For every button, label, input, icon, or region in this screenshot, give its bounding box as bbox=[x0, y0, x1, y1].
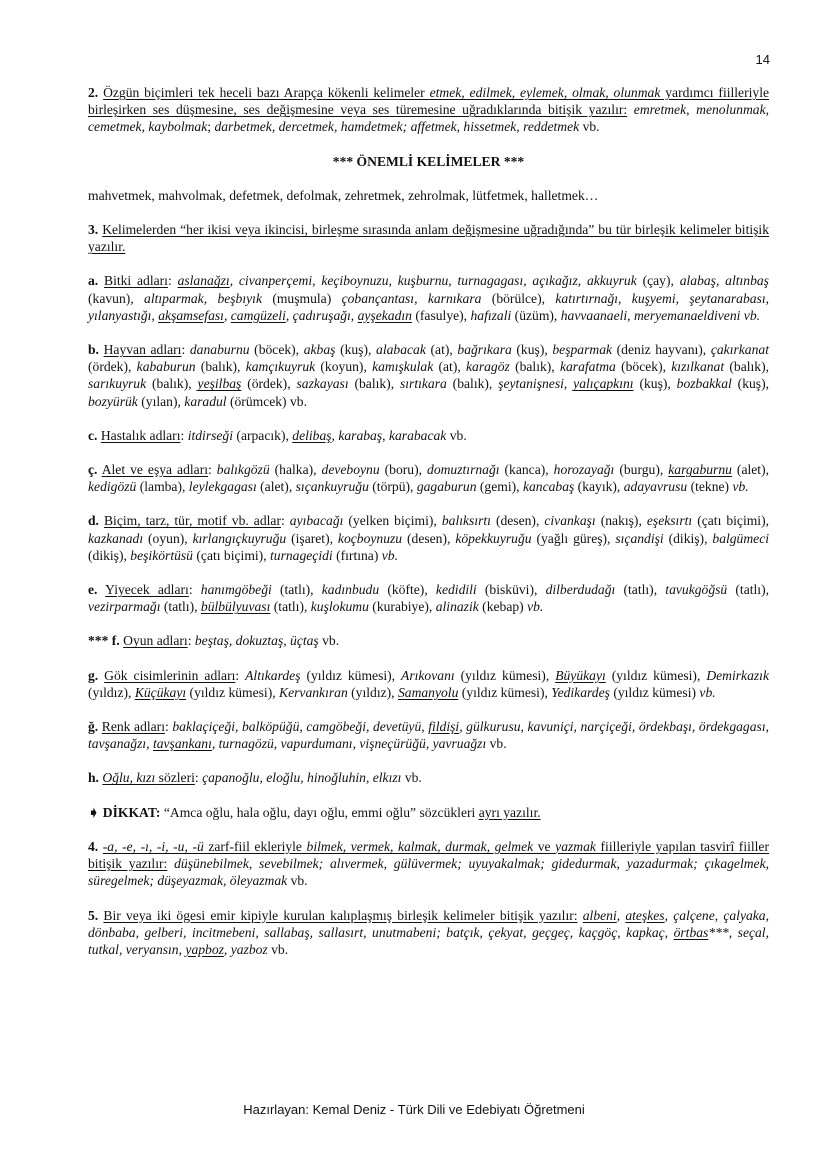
rule-3f: *** f. Oyun adları: beştaş, dokuztaş, üçtaş vb. bbox=[88, 633, 340, 649]
page-number: 14 bbox=[755, 52, 770, 67]
rule-3g-breve: ğ. Renk adları: baklaçiçeği, balköpüğü, camgöbeği, devetüyü, fildişi, gülkurusu, kavuniçi, narçiçeği, ördekbaşı, ördekgagası, tavşanağzı, tavşankanı, turnagözü, vapurdumanı, vişneçürüğü, yavruağzı vb. bbox=[88, 719, 769, 752]
rule-3d: d. Biçim, tarz, tür, motif vb. adlar: ayıbacağı (yelken biçimi), balıksırtı (desen), civankaşı (nakış), eşeksırtı (çatı biçimi), kazkanadı (oyun), kırlangıçkuyruğu (işaret), koçboynuzu (desen), köpekkuyruğu (yağlı güreş), sıçandişi (dikiş), balgümeci (dikiş), beşikörtüsü (çatı biçimi), turnageçidi (fırtına) vb. bbox=[88, 513, 770, 563]
important-words-heading: *** ÖNEMLİ KELİMELER *** bbox=[332, 153, 525, 169]
rule-4: 4. -a, -e, -ı, -i, -u, -ü zarf-fiil ekleriyle bilmek, vermek, kalmak, durmak, gelmek ve yazmak fiilleriyle yapılan tasvirî fiiller bitişik yazılır: düşünebilmek, sevebilmek; alıvermek, gülüvermek; uyuyakalmak; gidedurmak, yazadurmak; çıkagelmek, süregelmek; düşeyazmak, öleyazmak vb. bbox=[88, 838, 770, 889]
footer: Hazırlayan: Kemal Deniz - Türk Dili ve Edebiyatı Öğretmeni bbox=[243, 1102, 585, 1117]
rule-3h: h. Oğlu, kızı sözleri: çapanoğlu, eloğlu, hinoğluhin, elkızı vb. bbox=[88, 770, 422, 786]
rule-5: 5. Bir veya iki ögesi emir kipiyle kurulan kalıplaşmış birleşik kelimeler bitişik yazılır: albeni, ateşkes, çalçene, çalyaka, dönbaba, gelberi, incitmebeni, sallabaş, sallasırt, unutmabeni; batçık, çekyat, geçgeç, kaçgöç, kapkaç, örtbas***, seçal, tutkal, veryansın, yapboz, yazboz vb. bbox=[88, 907, 769, 957]
attention-underlined: ayrı yazılır. bbox=[478, 804, 541, 820]
rule-2: 2. Özgün biçimleri tek heceli bazı Arapça kökenli kelimeler etmek, edilmek, eylemek, olmak, olunmak yardımcı fiilleriyle birleşirken ses düşmesine, ses değişmesine veya ses türemesine uğradıklarında bitişik yazılır: emretmek, menolunmak, cemetmek, kaybolmak; darbetmek, dercetmek, hamdetmek; affetmek, hissetmek, reddetmek vb. bbox=[88, 85, 770, 135]
document-body bbox=[88, 84, 769, 975]
rule-3g: g. Gök cisimlerinin adları: Altıkardeş (yıldız kümesi), Arıkovanı (yıldız kümesi), Büyükayı (yıldız kümesi), Demirkazık (yıldız), Küçükayı (yıldız kümesi), Kervankıran (yıldız), Samanyolu (yıldız kümesi), Yedikardeş (yıldız kümesi) vb. bbox=[88, 667, 769, 700]
rule-3e: e. Yiyecek adları: hanımgöbeği (tatlı), kadınbudu (köfte), kedidili (bisküvi), dilberdudağı (tatlı), tavukgöğsü (tatlı), vezirparmağı (tatlı), bülbülyuvası (tatlı), kuşlokumu (kurabiye), alinazik (kebap) vb. bbox=[88, 582, 770, 615]
rule-3c-cedilla: ç. Alet ve eşya adları: balıkgözü (halka), deveboynu (boru), domuztırnağı (kanca), horozayağı (burgu), kargaburnu (alet), kedigözü (lamba), leylekgagası (alet), sıçankuyruğu (törpü), gagaburun (gemi), kancabaş (kayık), adayavrusu (tekne) vb. bbox=[88, 462, 770, 495]
attention-label: DİKKAT: bbox=[102, 804, 161, 820]
important-words: mahvetmek, mahvolmak, defetmek, defolmak, zehretmek, zehrolmak, lütfetmek, halletmek… bbox=[88, 187, 599, 203]
attention-text: “Amca oğlu, hala oğlu, dayı oğlu, emmi oğlu” sözcükleri bbox=[163, 804, 476, 820]
arrow-icon: ➧ bbox=[88, 804, 100, 820]
rule-3a: a. Bitki adları: aslanağzı, civanperçemi, keçiboynuzu, kuşburnu, turnagagası, açıkağız, akkuyruk (çay), alabaş, altınbaş (kavun), altıparmak, beşbıyık (muşmula) çobançantası, karnıkara (börülce), katırtırnağı, kuşyemi, şeytanarabası, yılanyastığı, akşamsefası, camgüzeli, çadıruşağı, ayşekadın (fasulye), hafızali (üzüm), havvaanaeli, meryemanaeldiveni vb. bbox=[88, 273, 770, 323]
rule-3: 3. Kelimelerden “her ikisi veya ikincisi, birleşme sırasında anlam değişmesine uğradığında” bu tür birleşik kelimeler bitişik yazılır. bbox=[88, 222, 769, 255]
rule-3b: b. Hayvan adları: danaburnu (böcek), akbaş (kuş), alabacak (at), bağrıkara (kuş), beşparmak (deniz hayvanı), çakırkanat (ördek), kababurun (balık), kamçıkuyruk (koyun), kamışkulak (at), karagöz (balık), karafatma (böcek), kızılkanat (balık), sarıkuyruk (balık), yeşilbaş (ördek), sazkayası (balık), sırtıkara (balık), şeytanişnesi, yalıçapkını (kuş), bozbakkal (kuş), bozyürük (yılan), karadul (örümcek) vb. bbox=[88, 342, 770, 409]
rule-3c: c. Hastalık adları: itdirseği (arpacık), delibaş, karabaş, karabacak vb. bbox=[88, 427, 467, 443]
attention-note bbox=[88, 804, 769, 821]
